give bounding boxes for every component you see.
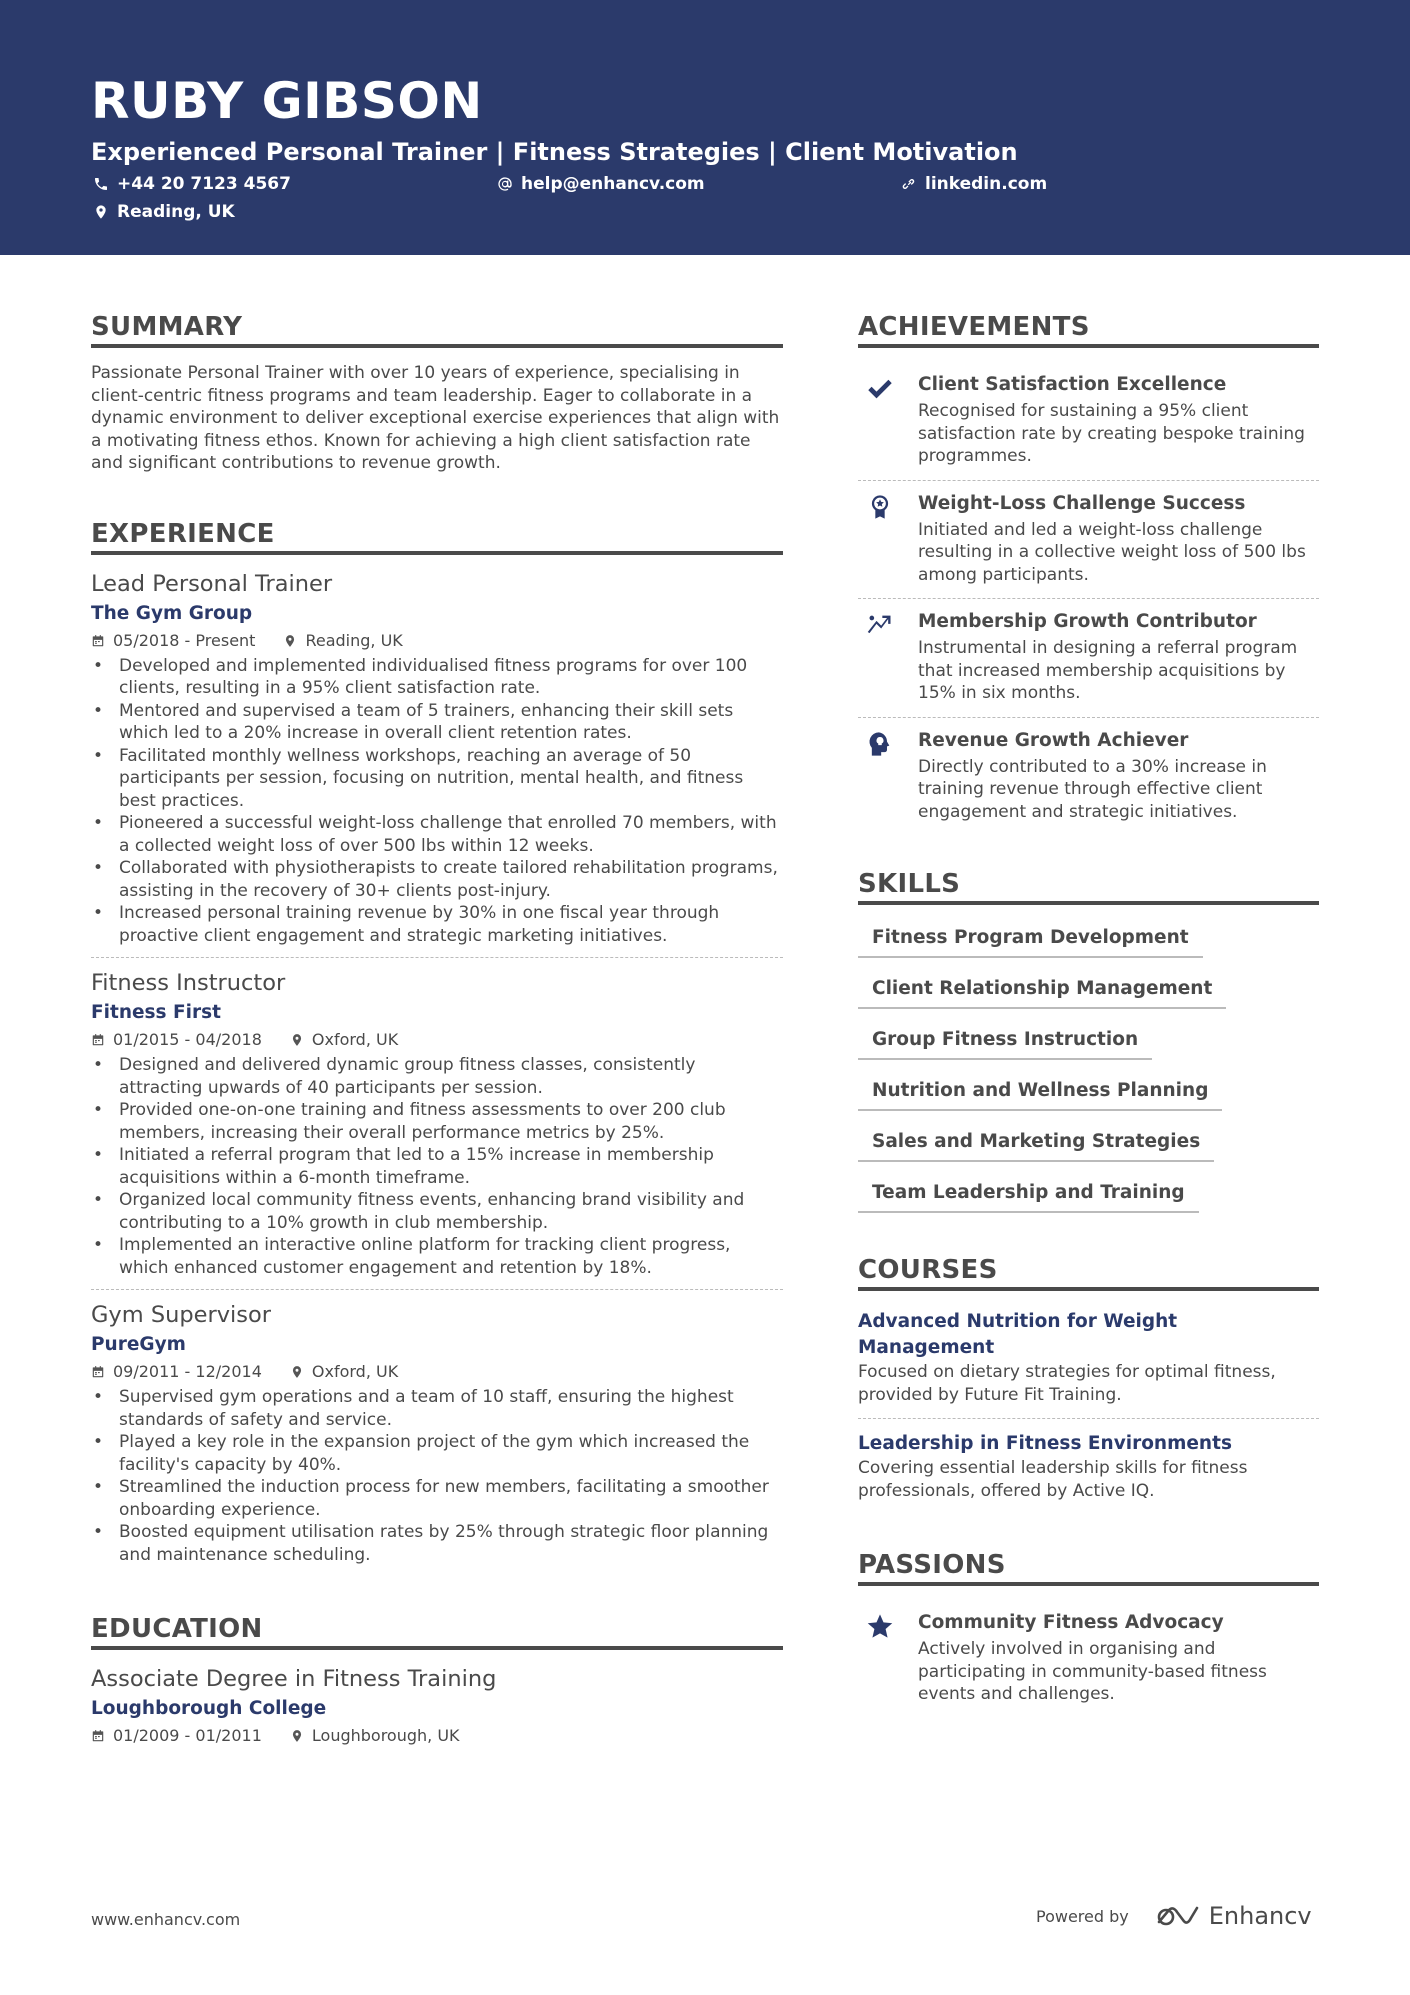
education-dates-text: 01/2009 - 01/2011 [113,1726,262,1745]
education-location-text: Loughborough, UK [311,1726,460,1745]
school-name: Loughborough College [91,1698,327,1719]
passion-item [858,1600,1319,1718]
education-entry [91,1664,783,1758]
skill-tag: Nutrition and Wellness Planning [858,1080,1222,1111]
job-location-text: Reading, UK [305,630,403,650]
checkmark-icon [866,374,894,402]
email-text: help@enhancv.com [521,174,705,194]
skill-tag: Sales and Marketing Strategies [858,1131,1214,1162]
job-dates-text: 09/2011 - 12/2014 [113,1362,262,1381]
enhancv-logo[interactable] [1155,1902,1312,1930]
skills-list [858,927,1319,1233]
job-dates-text: 05/2018 - Present [113,630,256,650]
job-location [290,1028,398,1052]
achievement-icon-wrap [858,609,918,705]
achievement-body [918,609,1319,705]
calendar-icon [91,1033,105,1047]
job-dates-text: 01/2015 - 04/2018 [113,1030,262,1049]
job-title: Fitness Instructor [91,970,286,996]
section-title-achievements: ACHIEVEMENTS [858,312,1319,348]
job-bullets [91,1386,783,1566]
footer-website[interactable]: www.enhancv.com [91,1910,241,1929]
skill-tag: Fitness Program Development [858,927,1203,958]
job-bullet: • Mentored and supervised a team of 5 trainers, enhancing their skill sets which led to a 20% increase in overall client retention rates. [91,700,783,745]
candidate-subtitle: Experienced Personal Trainer | Fitness Strategies | Client Motivation [91,138,1018,166]
achievement-desc: Recognised for sustaining a 95% client satisfaction rate by creating bespoke training programmes. [918,401,1305,466]
candidate-name: RUBY GIBSON [91,72,483,130]
achievement-body [918,728,1319,824]
section-title-skills: SKILLS [858,869,1319,905]
enhancv-logo-mark-icon [1155,1904,1201,1928]
job-bullet: • Designed and delivered dynamic group fitness classes, consistently attracting upwards of 40 participants per session. [91,1054,783,1099]
achievement-desc: Instrumental in designing a referral program that increased membership acquisitions by 15% in six months. [918,638,1298,703]
calendar-icon [91,634,105,648]
section-title-courses: COURSES [858,1255,1319,1291]
job-dates [91,1028,262,1052]
calendar-icon [91,1729,105,1743]
achievement-desc: Initiated and led a weight-loss challenge resulting in a collective weight loss of 500 lbs among participants. [918,519,1306,585]
job-location-text: Oxford, UK [311,1030,399,1049]
location-text: Reading, UK [117,202,235,222]
section-title-education: EDUCATION [91,1614,783,1650]
job-title: Lead Personal Trainer [91,570,333,597]
achievement-item [858,362,1319,480]
phone-text: +44 20 7123 4567 [117,174,291,194]
achievement-title: Weight-Loss Challenge Success [918,492,1246,514]
achievement-title: Membership Growth Contributor [918,611,1257,632]
calendar-icon [91,1365,105,1379]
passion-title: Community Fitness Advocacy [918,1612,1224,1633]
passion-desc: Actively involved in organising and participating in community-based fitness events and challenges. [918,1639,1267,1704]
job-bullet: • Boosted equipment utilisation rates by 25% through strategic floor planning and maintenance scheduling. [91,1521,783,1566]
footer-branding [1036,1902,1312,1930]
job-dates [91,629,255,653]
skill-tag: Client Relationship Management [858,978,1226,1009]
job-bullet: • Initiated a referral program that led to a 15% increase in membership acquisitions within a 6-month timeframe. [91,1144,783,1189]
courses-list [858,1305,1319,1514]
contact-location [93,202,235,222]
section-title-passions: PASSIONS [858,1550,1319,1586]
job-title: Gym Supervisor [91,1302,272,1328]
job-bullet: • Collaborated with physiotherapists to create tailored rehabilitation programs, assisting in the recovery of 30+ clients post-injury. [91,857,783,902]
passion-icon-wrap [858,1610,918,1706]
job-bullet: • Implemented an interactive online platform for tracking client progress, which enhanced customer engagement and retention by 18%. [91,1234,783,1279]
right-column [858,312,1319,1718]
job-bullet: • Pioneered a successful weight-loss challenge that enrolled 70 members, with a collected weight loss of over 500 lbs within 12 weeks. [91,812,783,857]
job-meta [91,629,783,653]
experience-entry [91,1289,783,1576]
course-item [858,1418,1319,1514]
achievement-desc: Directly contributed to a 30% increase in training revenue through effective client engagement and strategic initiatives. [918,756,1267,822]
company-name: Fitness First [91,1002,221,1023]
linkedin-text: linkedin.com [925,174,1048,194]
course-desc: Covering essential leadership skills for fitness professionals, offered by Active IQ. [858,1458,1248,1501]
achievement-icon-wrap [858,728,918,824]
powered-by-text: Powered by [1036,1906,1129,1926]
contact-email[interactable] [497,174,705,194]
skill-tag: Group Fitness Instruction [858,1029,1152,1060]
experience-entry [91,957,783,1289]
contact-linkedin[interactable] [901,174,1047,194]
summary-text: Passionate Personal Trainer with over 10 years of experience, specialising in client-centric fitness programs and team leadership. Eager to collaborate in a dynamic environment to deliver exceptional exercise experiences that align with a motivating fitness ethos. Known for achieving a high client satisfaction rate and significant contributions to revenue growth. [91,363,780,473]
job-bullets [91,655,783,948]
course-item [858,1305,1319,1418]
achievement-icon-wrap [858,372,918,468]
location-pin-icon [93,204,109,220]
company-name: PureGym [91,1334,186,1355]
link-icon [901,176,917,192]
job-bullet: • Increased personal training revenue by 30% in one fiscal year through proactive client engagement and strategic marketing initiatives. [91,902,783,947]
degree-title: Associate Degree in Fitness Training [91,1666,497,1692]
at-icon [497,176,513,192]
job-dates [91,1360,262,1384]
section-title-summary: SUMMARY [91,312,783,348]
job-bullet: • Supervised gym operations and a team of 10 staff, ensuring the highest standards of safety and service. [91,1386,783,1431]
achievements-list [858,362,1319,835]
job-meta [91,1360,783,1384]
achievement-title: Revenue Growth Achiever [918,729,1189,751]
job-location-text: Oxford, UK [311,1362,399,1381]
course-title: Leadership in Fitness Environments [858,1433,1232,1454]
achievement-body [918,491,1319,587]
job-bullet: • Streamlined the induction process for new members, facilitating a smoother onboarding experience. [91,1476,783,1521]
education-meta [91,1724,783,1748]
left-column [91,312,783,1758]
location-pin-icon [290,1365,304,1379]
achievement-item [858,480,1319,599]
course-title: Advanced Nutrition for Weight Management [858,1311,1178,1358]
achievement-icon-wrap [858,491,918,587]
job-location [290,1360,398,1384]
phone-icon [93,176,109,192]
achievement-title: Client Satisfaction Excellence [918,374,1227,395]
education-dates [91,1724,262,1748]
skill-tag: Team Leadership and Training [858,1182,1199,1213]
passions-list [858,1600,1319,1718]
passion-body [918,1610,1319,1706]
head-idea-icon [866,730,894,758]
location-pin-icon [290,1033,304,1047]
experience-entry [91,569,783,958]
achievement-item [858,717,1319,836]
achievement-item [858,598,1319,717]
job-meta [91,1028,783,1052]
job-bullet: • Facilitated monthly wellness workshops, reaching an average of 50 participants per session, focusing on nutrition, mental health, and fitness best practices. [91,745,783,813]
company-name: The Gym Group [91,602,253,624]
section-title-experience: EXPERIENCE [91,519,783,555]
job-bullet: • Organized local community fitness events, enhancing brand visibility and contributing to a 10% growth in club membership. [91,1189,783,1234]
location-pin-icon [290,1729,304,1743]
growth-arrow-icon [866,611,894,639]
job-location [283,629,402,653]
education-location [290,1724,460,1748]
experience-list [91,569,783,1577]
job-bullet: • Developed and implemented individualised fitness programs for over 100 clients, resulting in a 95% client satisfaction rate. [91,655,783,700]
star-icon [866,1612,894,1640]
course-desc: Focused on dietary strategies for optimal fitness, provided by Future Fit Training. [858,1362,1276,1405]
achievement-body [918,372,1319,468]
job-bullet: • Played a key role in the expansion project of the gym which increased the facility's capacity by 40%. [91,1431,783,1476]
enhancv-logo-text: Enhancv [1208,1902,1312,1930]
job-bullets [91,1054,783,1279]
job-bullet: • Provided one-on-one training and fitness assessments to over 200 club members, increasing their overall performance metrics by 25%. [91,1099,783,1144]
resume-header [0,0,1410,255]
award-ribbon-icon [866,493,894,521]
location-pin-icon [283,634,297,648]
contact-phone[interactable] [93,174,291,194]
